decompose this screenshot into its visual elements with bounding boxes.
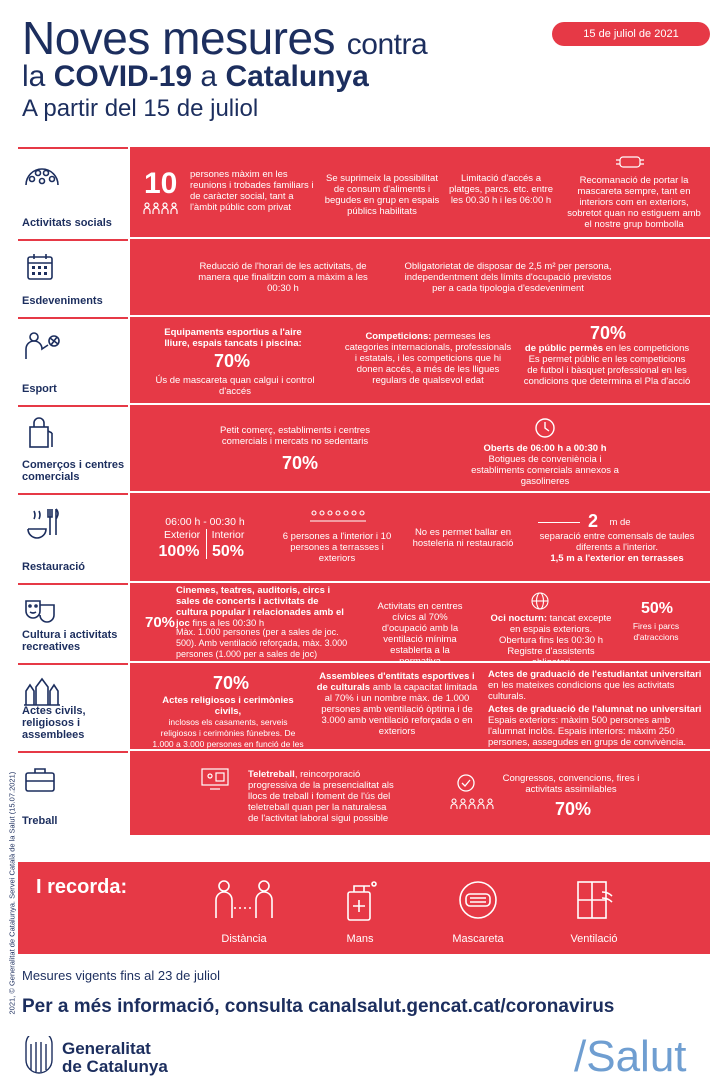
theatre-masks-icon bbox=[22, 595, 62, 629]
row-label: Comerços i centres comercials bbox=[18, 405, 128, 491]
globe-icon bbox=[530, 591, 550, 611]
shopping-bag-icon bbox=[22, 417, 62, 451]
page-title: Noves mesures contra bbox=[22, 12, 428, 64]
more-info-link[interactable]: Per a més informació, consulta canalsalut.gencat.cat/coronavirus bbox=[22, 996, 615, 1017]
row-civil: Actes civils, religiosos i assemblees 70% Actes religiosos i cerimònies civils, inclosos els casaments, serveis religiosos i cerimònies fúnebres. De 1.000 a 3.000 persones en funció de les Assemblees d'entitats esportives i de culturals amb la capacitat limitada al 70% i un nombre màx. de 1.000 persones amb ventilació òptima i de 3.000 amb ventilació reforçada o en exteriors Actes de graduació de l'estudiantat universitari en les mateixes condicions que les activitats culturals. Actes de graduació de l'alumnat no universitari Espais exteriors: màxim 500 persones amb l'alumnat inclòs. Espais interiors: màxim 250 persones, assegudes en grups de convivència. bbox=[18, 663, 710, 749]
mask-icon bbox=[614, 155, 646, 169]
row-label: Actes civils, religiosos i assemblees bbox=[18, 663, 128, 749]
sport-player-icon bbox=[22, 329, 62, 363]
buildings-icon bbox=[22, 675, 62, 709]
row-label: Esport bbox=[18, 317, 128, 403]
group-people-icon bbox=[22, 159, 62, 193]
remember-item-mask: Mascareta bbox=[438, 878, 518, 945]
social-max-number: 10 bbox=[144, 167, 178, 200]
window-icon bbox=[572, 878, 616, 922]
row-label: Cultura i activitats recreatives bbox=[18, 583, 128, 661]
mask-icon bbox=[456, 878, 500, 922]
row-label: Activitats socials bbox=[18, 147, 128, 237]
people-icon bbox=[450, 797, 494, 811]
remember-item-distance: Distància bbox=[204, 878, 284, 945]
people-icon bbox=[142, 201, 180, 217]
row-shops: Comerços i centres comercials Petit comerç, establiments i centres comercials i mercats no sedentaris 70% Oberts de 06:00 h a 00:30 h Botigues de conveniència i establiments comercials annexos a gasolineres bbox=[18, 405, 710, 491]
clock-icon bbox=[534, 417, 556, 439]
row-label: Esdeveniments bbox=[18, 239, 128, 315]
page-title-line2: la COVID-19 a Catalunya bbox=[22, 60, 369, 93]
remember-item-hands: Mans bbox=[320, 878, 400, 945]
teleworking-icon bbox=[200, 767, 230, 791]
distance-arrow bbox=[538, 522, 580, 523]
hand-sanitizer-icon bbox=[338, 878, 382, 922]
row-events: Esdeveniments Reducció de l'horari de les activitats, de manera que finalitzin com a màxim a les 00:30 h Obligatorietat de disposar de 2,5 m² per persona, independentment dels límits d'ocupació previstos per a cada tipologia d'esdeveniment bbox=[18, 239, 710, 315]
generalitat-emblem-icon bbox=[22, 1036, 56, 1078]
validity-note: Mesures vigents fins al 23 de juliol bbox=[22, 968, 220, 983]
distance-icon bbox=[212, 878, 276, 922]
row-label: Restauració bbox=[18, 493, 128, 581]
row-sport: Esport Equipaments esportius a l'aire lliure, espais tancats i piscina: 70% Ús de mascareta quan calgui i control d'accés Competicions: permeses les categories internacionals, professionals i estatals, i les competicions que hi donen accés, a més de les lligues regulars de qualsevol edat 70% de públic permès en les competicions Es permet públic en les competicions de futbol i bàsquet professional en les condicions que determina el Pla d'acció bbox=[18, 317, 710, 403]
generalitat-logo: Generalitat de Catalunya bbox=[22, 1036, 56, 1080]
calendar-icon bbox=[22, 251, 62, 285]
people-icon bbox=[310, 509, 366, 523]
row-restaurants: Restauració 06:00 h - 00:30 h Exterior Interior 100% 50% 6 persones a l'interior i 10 persones a terrasses i exteriors No es permet ballar en hosteleria ni restauració 2 m de separació entre comensals de taules diferents a l'interior. 1,5 m a l'exterior en terrasses bbox=[18, 493, 710, 581]
row-culture: Cultura i activitats recreatives 70% Cinemes, teatres, auditoris, circs i sales de concerts i activitats de cultura popular i relacionades amb el joc fins a les 00:30 h Màx. 1.000 persones (per a sales de joc. 500). Amb ventilació reforçada, màx. 3.000 persones (1.000 per a sales de joc) Activitats en centres cívics al 70% d'ocupació amb la ventilació mínima establerta a la Oci nocturn: tancat excepte en espais exteriors. Obertura fins les 00:30 h Registre d'assistents 50% Fires i parcs d'atraccions bbox=[18, 583, 710, 661]
copyright-credit: 2021, © Generalitat de Catalunya. Servei Català de la Salut (15.07.2021) bbox=[7, 771, 17, 1015]
remember-title: I recorda: bbox=[36, 876, 128, 898]
row-social: Activitats socials 10 persones màxim en les reunions i trobades familiars i de caràcter social, tant a l'àmbit públic com privat Se suprimeix la possibilitat de consum d'aliments i begudes en grup en espais públics habilitats Limitació d'accés a platges, parcs. etc. entre les 00.30 h i les 06:00 h Recomanació de portar la mascareta sempre, tant en interiors com en exteriors, sobretot quan no estiguem amb el nostre grup bombolla bbox=[18, 147, 710, 237]
salut-logo: /Salut bbox=[574, 1032, 687, 1080]
page-subtitle: A partir del 15 de juliol bbox=[22, 95, 259, 122]
row-label: Treball bbox=[18, 751, 128, 835]
date-badge: 15 de juliol de 2021 bbox=[552, 22, 710, 46]
check-circle-icon bbox=[456, 773, 476, 793]
cutlery-icon bbox=[22, 505, 62, 539]
briefcase-icon bbox=[22, 763, 62, 797]
row-work: Treball Teletreball, reincorporació progressiva de la presencialitat als llocs de treball i foment de l'ús del teletreball quan per la naturalesa de l'activitat laboral sigui possible Congressos, convencions, fires i activitats assimilables 70% bbox=[18, 751, 710, 835]
remember-panel bbox=[18, 862, 710, 954]
remember-item-ventilation: Ventilació bbox=[554, 878, 634, 945]
